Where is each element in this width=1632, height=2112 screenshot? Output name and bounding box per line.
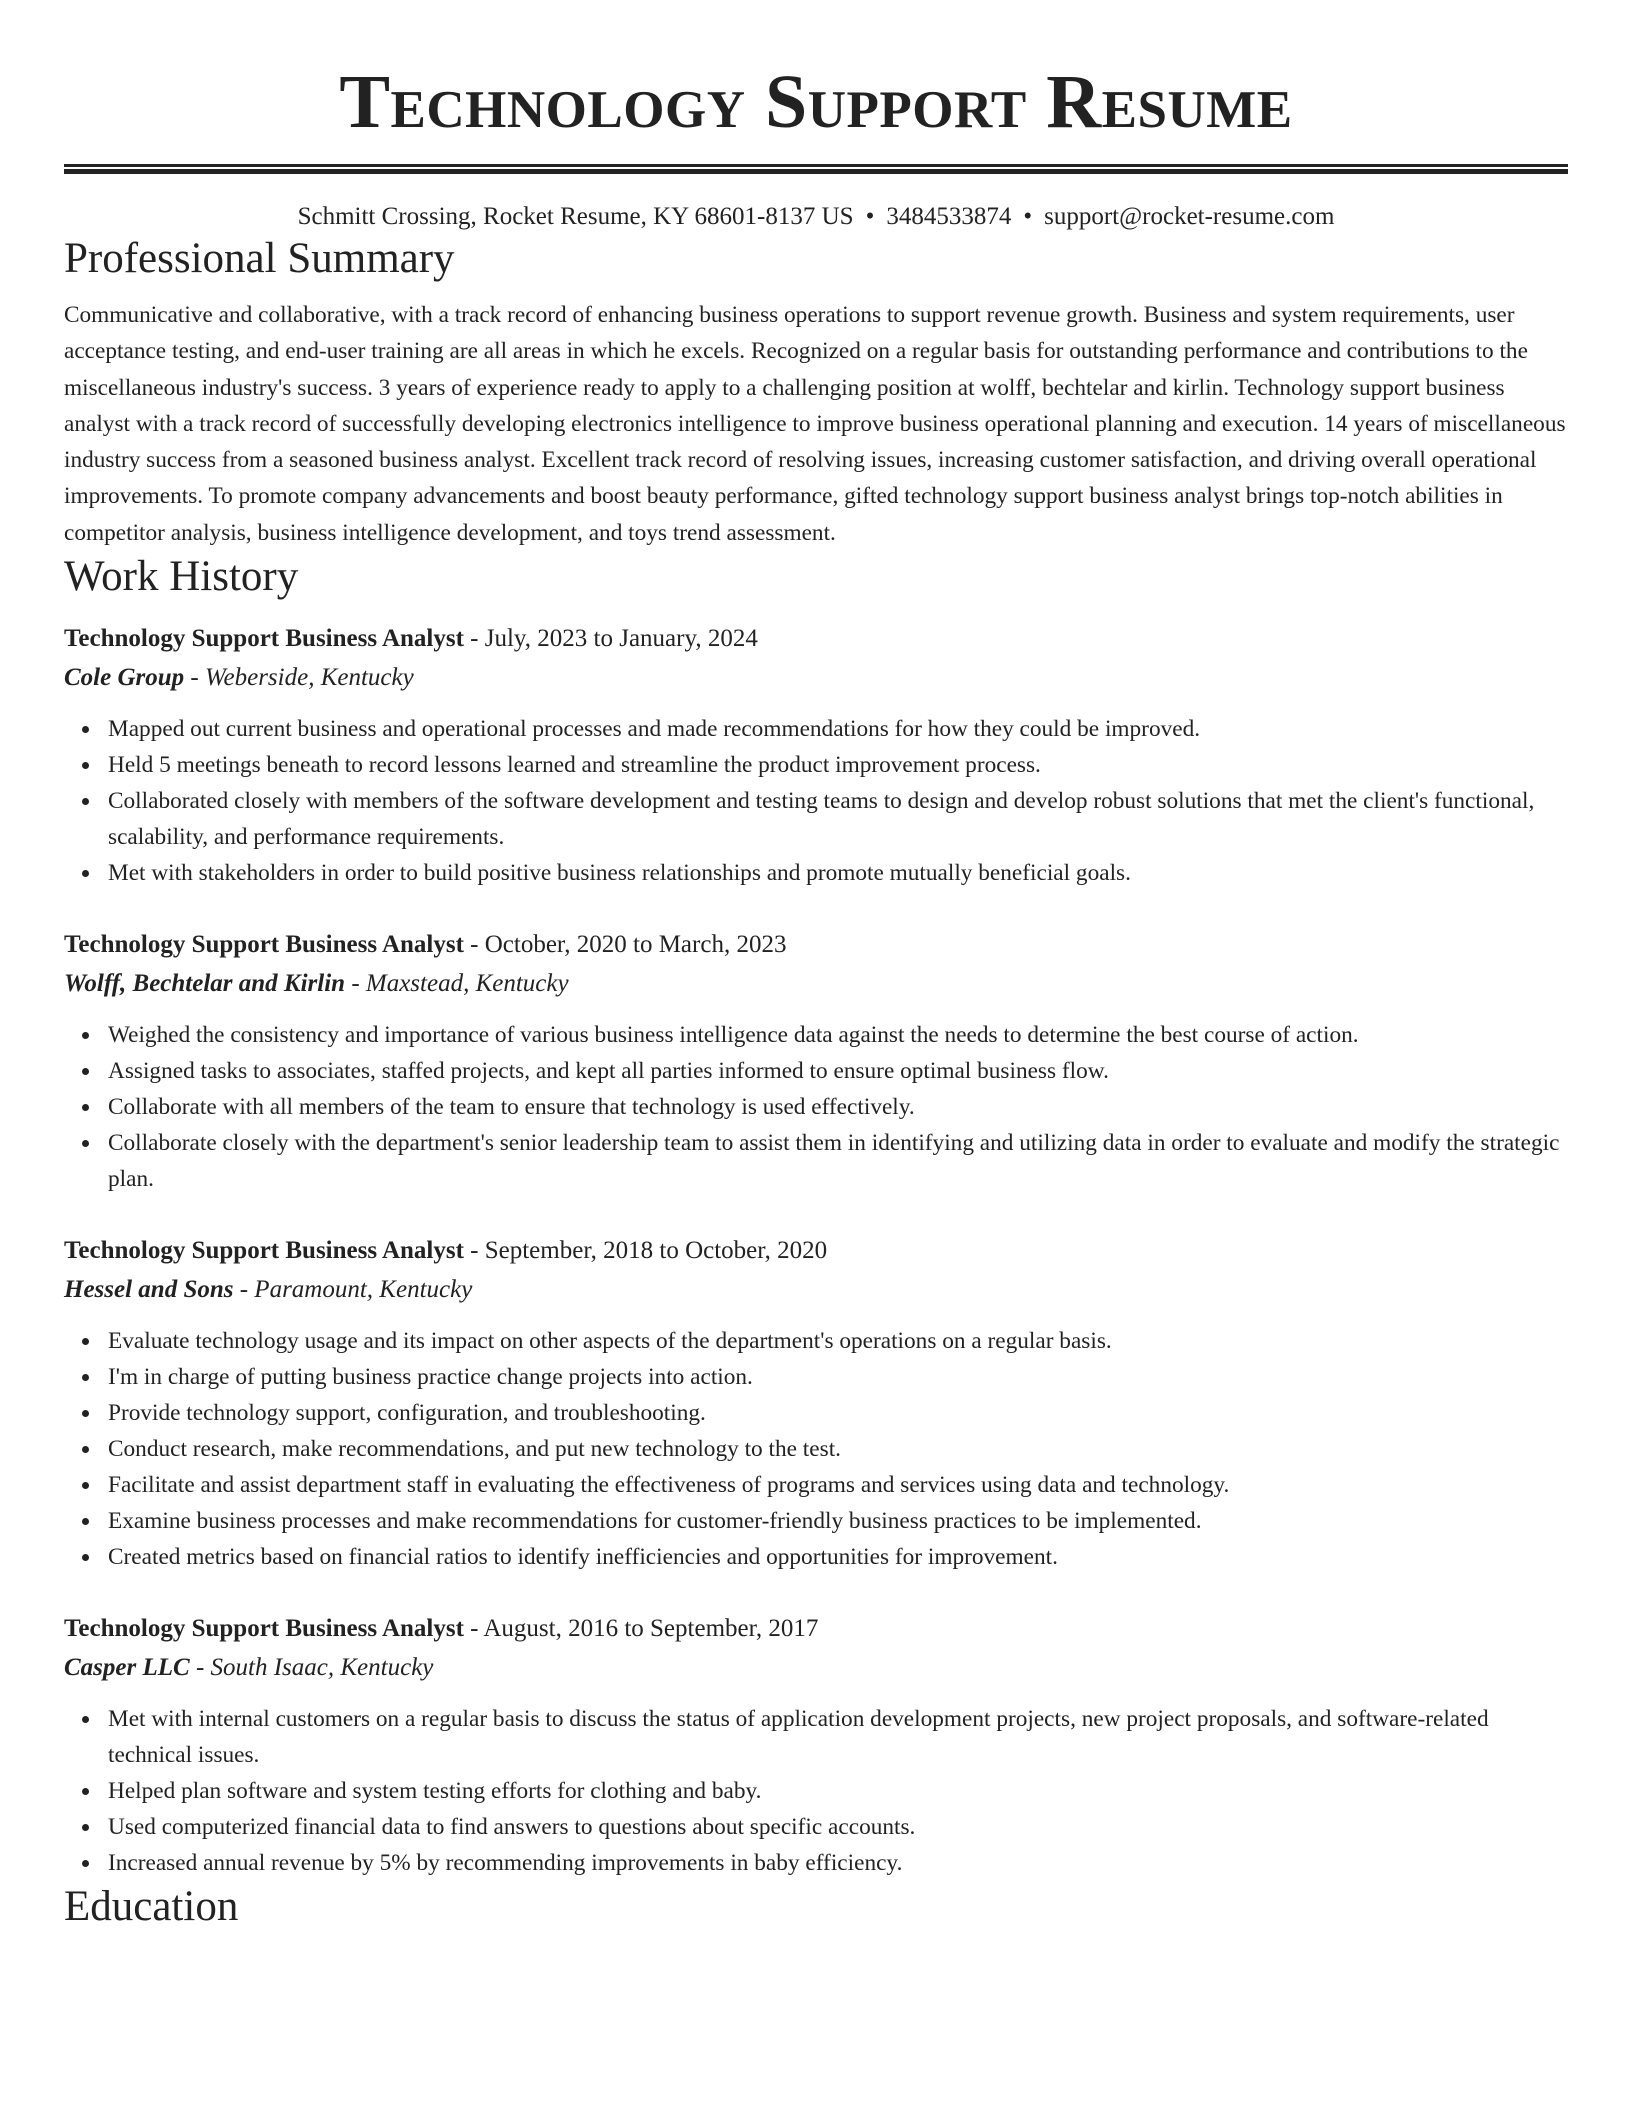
job-bullet: I'm in charge of putting business practice change projects into action. [108, 1359, 1568, 1395]
job-bullet: Helped plan software and system testing efforts for clothing and baby. [108, 1773, 1568, 1809]
job-bullet-list [64, 1017, 1568, 1197]
job-title-line [64, 925, 1568, 964]
job-title: Technology Support Business Analyst [64, 931, 464, 959]
job-bullet: Used computerized financial data to find answers to questions about specific accounts. [108, 1809, 1568, 1845]
job-bullet: Created metrics based on financial ratios to identify inefficiencies and opportunities for improvement. [108, 1539, 1568, 1575]
company-name: Wolff, Bechtelar and Kirlin [64, 970, 346, 998]
job-bullet: Weighed the consistency and importance of various business intelligence data against the needs to determine the best course of action. [108, 1017, 1568, 1053]
job-bullet: Mapped out current business and operational processes and made recommendations for how they could be improved. [108, 711, 1568, 747]
job-bullet: Assigned tasks to associates, staffed projects, and kept all parties informed to ensure optimal business flow. [108, 1053, 1568, 1089]
contact-address: Schmitt Crossing, Rocket Resume, KY 68601-8137 US [297, 203, 854, 230]
job-bullet-list [64, 1701, 1568, 1881]
job-title-line [64, 1609, 1568, 1648]
job-entry [64, 1231, 1568, 1575]
company-name: Casper LLC [64, 1654, 190, 1682]
job-entry [64, 925, 1568, 1197]
company-location: - Maxstead, Kentucky [345, 970, 569, 998]
job-dates: - September, 2018 to October, 2020 [463, 1237, 828, 1265]
job-bullet: Conduct research, make recommendations, and put new technology to the test. [108, 1431, 1568, 1467]
contact-separator: • [1023, 203, 1033, 230]
job-bullet: Collaborated closely with members of the software development and testing teams to design and develop robust solutions that met the client's functional, scalability, and performance requirements. [108, 783, 1568, 855]
company-line [64, 1270, 1568, 1309]
resume-title: Technology Support Resume [339, 60, 1293, 144]
job-entry [64, 619, 1568, 891]
job-entry [64, 1609, 1568, 1881]
job-bullet: Facilitate and assist department staff in evaluating the effectiveness of programs and services using data and technology. [108, 1467, 1568, 1503]
summary-text: Communicative and collaborative, with a track record of enhancing business operations to support revenue growth. Business and system requirements, user acceptance testing, and end-user training are all areas in which he excels. Recognized on a regular basis for outstanding performance and contributions to the miscellaneous industry's success. 3 years of experience ready to apply to a challenging position at wolff, bechtelar and kirlin. Technology support business analyst with a track record of successfully developing electronics intelligence to improve business operational planning and execution. 14 years of miscellaneous industry success from a seasoned business analyst. Excellent track record of resolving issues, increasing customer satisfaction, and driving overall operational improvements. To promote company advancements and boost beauty performance, gifted technology support business analyst brings top-notch abilities in competitor analysis, business intelligence development, and toys trend assessment. [64, 302, 1566, 546]
company-name: Cole Group [64, 664, 185, 692]
work-history-heading: Work History [64, 553, 299, 601]
job-bullet: Increased annual revenue by 5% by recommending improvements in baby efficiency. [108, 1845, 1568, 1881]
job-dates: - August, 2016 to September, 2017 [463, 1615, 819, 1643]
company-location: - Paramount, Kentucky [233, 1276, 473, 1304]
job-bullet: Held 5 meetings beneath to record lessons learned and streamline the product improvement process. [108, 747, 1568, 783]
job-bullet: Evaluate technology usage and its impact on other aspects of the department's operations on a regular basis. [108, 1323, 1568, 1359]
job-dates: - July, 2023 to January, 2024 [463, 625, 758, 653]
company-line [64, 658, 1568, 697]
contact-email: support@rocket-resume.com [1044, 203, 1335, 230]
job-bullet-list [64, 1323, 1568, 1575]
job-bullet: Provide technology support, configuration, and troubleshooting. [108, 1395, 1568, 1431]
job-title-line [64, 619, 1568, 658]
summary-heading: Professional Summary [64, 235, 455, 282]
job-bullet: Collaborate closely with the department's senior leadership team to assist them in identifying and utilizing data in order to evaluate and modify the strategic plan. [108, 1125, 1568, 1197]
company-name: Hessel and Sons [64, 1276, 234, 1304]
job-bullet-list [64, 711, 1568, 891]
company-location: - South Isaac, Kentucky [189, 1654, 434, 1682]
job-title: Technology Support Business Analyst [64, 1615, 464, 1643]
contact-line [64, 201, 1568, 233]
job-title: Technology Support Business Analyst [64, 1237, 464, 1265]
job-bullet: Met with stakeholders in order to build positive business relationships and promote mutually beneficial goals. [108, 855, 1568, 891]
title-divider [64, 164, 1568, 174]
company-line [64, 1648, 1568, 1687]
job-title: Technology Support Business Analyst [64, 625, 464, 653]
job-bullet: Examine business processes and make recommendations for customer-friendly business practices to be implemented. [108, 1503, 1568, 1539]
company-location: - Weberside, Kentucky [184, 664, 414, 692]
education-heading: Education [64, 1883, 239, 1931]
job-bullet: Collaborate with all members of the team to ensure that technology is used effectively. [108, 1089, 1568, 1125]
company-line [64, 964, 1568, 1003]
job-title-line [64, 1231, 1568, 1270]
job-bullet: Met with internal customers on a regular basis to discuss the status of application development projects, new project proposals, and software-related technical issues. [108, 1701, 1568, 1773]
job-dates: - October, 2020 to March, 2023 [463, 931, 787, 959]
contact-phone: 3484533874 [886, 203, 1012, 230]
contact-separator: • [865, 203, 875, 230]
